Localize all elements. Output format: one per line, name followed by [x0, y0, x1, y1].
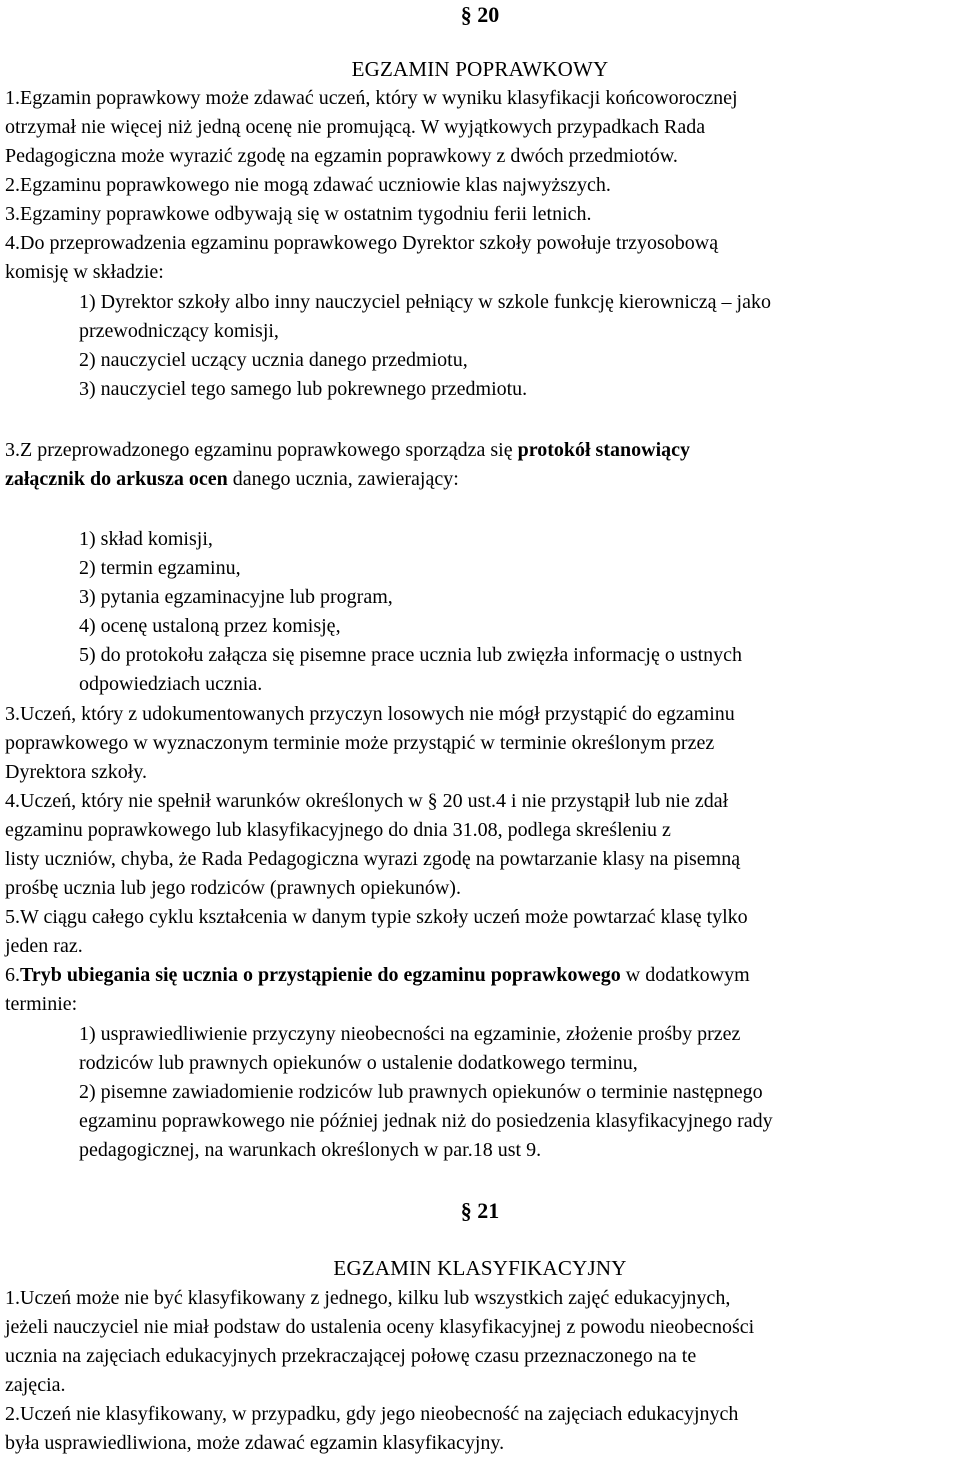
list-item: 2) nauczyciel uczący ucznia danego przedmiotu, — [79, 349, 468, 371]
paragraph-line: 3.Uczeń, który z udokumentowanych przyczyn losowych nie mógł przystąpić do egzaminu — [5, 703, 735, 725]
paragraph-line: poprawkowego w wyznaczonym terminie może przystąpić w terminie określonym przez — [5, 732, 715, 754]
list-item: 1) usprawiedliwienie przyczyny nieobecności na egzaminie, złożenie prośby przez — [79, 1023, 741, 1045]
bold-text: Tryb ubiegania się ucznia o przystąpienie do egzaminu poprawkowego — [20, 964, 621, 986]
paragraph-line: jeżeli nauczyciel nie miał podstaw do ustalenia oceny klasyfikacyjnej z powodu nieobecności — [5, 1316, 755, 1338]
list-item: 1) Dyrektor szkoły albo inny nauczyciel pełniący w szkole funkcję kierowniczą – jako — [79, 291, 771, 313]
list-item: 2) termin egzaminu, — [79, 557, 241, 579]
paragraph-line — [5, 465, 459, 494]
list-item: odpowiedziach ucznia. — [79, 673, 263, 695]
paragraph-line: 1.Egzamin poprawkowy może zdawać uczeń, który w wyniku klasyfikacji końcoworocznej — [5, 87, 738, 109]
paragraph-line: 4.Uczeń, który nie spełnił warunków określonych w § 20 ust.4 i nie przystąpił lub nie zdał — [5, 790, 729, 812]
paragraph-line: komisję w składzie: — [5, 261, 164, 283]
paragraph-line: prośbę ucznia lub jego rodziców (prawnych opiekunów). — [5, 877, 461, 899]
list-item: pedagogicznej, na warunkach określonych w par.18 ust 9. — [79, 1139, 542, 1161]
paragraph-line: była usprawiedliwiona, może zdawać egzamin klasyfikacyjny. — [5, 1432, 505, 1454]
section-21-number: § 21 — [460, 1198, 500, 1223]
paragraph-line — [5, 961, 750, 990]
paragraph-line: egzaminu poprawkowego lub klasyfikacyjnego do dnia 31.08, podlega skreśleniu z — [5, 819, 671, 841]
bold-text: załącznik do arkusza ocen — [5, 468, 228, 490]
section-21-title: EGZAMIN KLASYFIKACYJNY — [333, 1256, 627, 1280]
list-item: 1) skład komisji, — [79, 528, 213, 550]
paragraph-line: 3.Egzaminy poprawkowe odbywają się w ostatnim tygodniu ferii letnich. — [5, 203, 592, 225]
paragraph-line: ucznia na zajęciach edukacyjnych przekraczającej połowę czasu przeznaczonego na te — [5, 1345, 697, 1367]
text-run: danego ucznia, zawierający: — [227, 468, 459, 490]
list-item: 2) pisemne zawiadomienie rodziców lub prawnych opiekunów o terminie następnego — [79, 1081, 763, 1103]
list-item: 3) pytania egzaminacyjne lub program, — [79, 586, 393, 608]
paragraph-line: 4.Do przeprowadzenia egzaminu poprawkowego Dyrektor szkoły powołuje trzyosobową — [5, 232, 719, 254]
list-item: 4) ocenę ustaloną przez komisję, — [79, 615, 341, 637]
paragraph-line: Dyrektora szkoły. — [5, 761, 147, 783]
paragraph-line: Pedagogiczna może wyrazić zgodę na egzamin poprawkowy z dwóch przedmiotów. — [5, 145, 678, 167]
list-item: 5) do protokołu załącza się pisemne prace ucznia lub zwięzła informację o ustnych — [79, 644, 743, 666]
section-20-title: EGZAMIN POPRAWKOWY — [351, 57, 609, 81]
list-item: przewodniczący komisji, — [79, 320, 279, 342]
list-item: egzaminu poprawkowego nie później jednak niż do posiedzenia klasyfikacyjnego rady — [79, 1110, 773, 1132]
paragraph-line: zajęcia. — [5, 1374, 66, 1396]
paragraph-line: otrzymał nie więcej niż jedną ocenę nie promującą. W wyjątkowych przypadkach Rada — [5, 116, 706, 138]
bold-text: protokół stanowiący — [517, 439, 690, 461]
paragraph-line: 2.Egzaminu poprawkowego nie mogą zdawać uczniowie klas najwyższych. — [5, 174, 611, 196]
list-item: 3) nauczyciel tego samego lub pokrewnego przedmiotu. — [79, 378, 528, 400]
text-run: w dodatkowym — [620, 964, 750, 986]
paragraph-line: terminie: — [5, 993, 78, 1015]
text-run: 3.Z przeprowadzonego egzaminu poprawkowego sporządza się — [5, 439, 518, 461]
section-20-number: § 20 — [460, 2, 500, 27]
paragraph-line: listy uczniów, chyba, że Rada Pedagogiczna wyrazi zgodę na powtarzanie klasy na pisemną — [5, 848, 741, 870]
paragraph-line — [5, 436, 690, 465]
paragraph-line: 1.Uczeń może nie być klasyfikowany z jednego, kilku lub wszystkich zajęć edukacyjnych, — [5, 1287, 731, 1309]
text-run: 6. — [5, 964, 20, 986]
paragraph-line: 2.Uczeń nie klasyfikowany, w przypadku, gdy jego nieobecność na zajęciach edukacyjnych — [5, 1403, 739, 1425]
paragraph-line: jeden raz. — [5, 935, 83, 957]
list-item: rodziców lub prawnych opiekunów o ustalenie dodatkowego terminu, — [79, 1052, 638, 1074]
paragraph-line: 5.W ciągu całego cyklu kształcenia w danym typie szkoły uczeń może powtarzać klasę tylko — [5, 906, 748, 928]
